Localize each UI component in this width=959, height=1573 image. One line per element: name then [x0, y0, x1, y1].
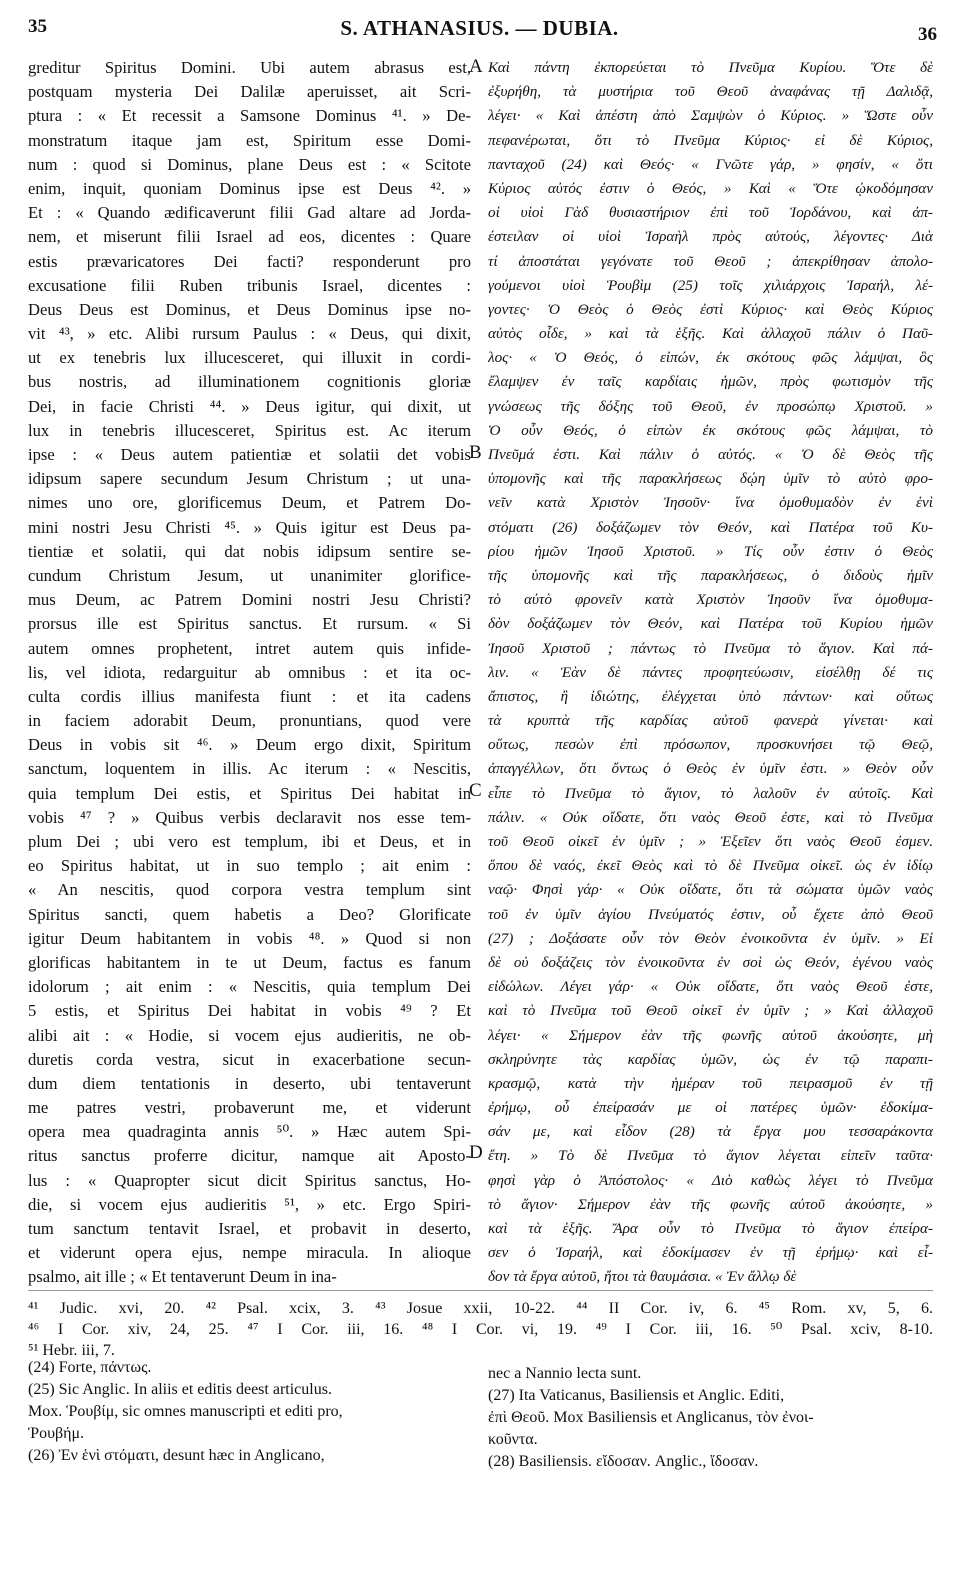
latin-line: dum diem tentationis in deserto, ubi tentaverunt: [28, 1073, 471, 1093]
latin-line: monstratum itaque jam est, Spiritum esse Domi-: [28, 130, 471, 150]
reference-line: ⁴⁶ I Cor. xiv, 24, 25. ⁴⁷ I Cor. iii, 16. ⁴⁸ I Cor. vi, 19. ⁴⁹ I Cor. iii, 16. ⁵⁰ Psal. xciv, 8-10.: [28, 1321, 933, 1338]
latin-line: quia templum Dei estis, et Spiritus Dei habitat in: [28, 783, 471, 803]
latin-line: sanctum, loquentem in illis. Ac iterum : « Nescitis,: [28, 759, 471, 779]
greek-line: έστειλαν οἱ υἱοὶ Ἰσραὴλ πρὸς αὐτούς, λέγοντες· Διὰ: [488, 228, 933, 246]
latin-line: postquam mysteria Dei Dalilæ aperuisset, ait Scri-: [28, 82, 471, 102]
latin-line: me patres vestri, probaverunt me, et viderunt: [28, 1098, 471, 1118]
greek-line: ἔτη. » Τὸ δὲ Πνεῦμα τὸ ἅγιον λέγεται εἰπεῖν ταῦτα·: [488, 1147, 933, 1165]
note-line: nec a Nannio lecta sunt.: [488, 1365, 642, 1382]
latin-line: ritus sanctus proferre dicitur, namque ait Aposto-: [28, 1146, 471, 1166]
note-line: (26) Ἐν ἑνὶ στόματι, desunt hæc in Anglicano,: [28, 1447, 325, 1464]
latin-line: enim, inquit, quoniam Dominus ipse est Deus ⁴². »: [28, 178, 471, 198]
greek-line: φησὶ γὰρ ὁ Ἀπόστολος· « Διὸ καθὼς λέγει τὸ Πνεῦμα: [488, 1171, 933, 1189]
greek-line: ναῷ· Φησὶ γάρ· « Οὐκ οἴδατε, ὅτι τὰ σώματα ὑμῶν ναὸς: [488, 881, 933, 899]
latin-line: excusatione filii Ruben tribunis Israel, dicentes :: [28, 275, 471, 295]
greek-line: ρίου ἡμῶν Ἰησοῦ Χριστοῦ. » Τίς οὖν ἐστιν ὁ Θεὸς: [488, 542, 933, 560]
greek-line: δὲ οὐ δοξάζεις τὸν ἐνοικοῦντα ἐν σοὶ ὡς Θεόν, ἐγένου ναὸς: [488, 953, 933, 971]
greek-line: πανταχοῦ (24) καὶ Θεός· « Γνῶτε γάρ, » φησίν, « ὅτι: [488, 155, 933, 173]
greek-line: ἐξυρήθη, τὰ μυστήρια τοῦ Θεοῦ ἀναφάνας τῇ Δαλιδᾷ,: [488, 83, 933, 101]
latin-line: vit ⁴³, » etc. Alibi rursum Paulus : « Deus, qui dixit,: [28, 324, 471, 344]
notes-left: [28, 1357, 468, 1467]
greek-line: ὑπομονῆς καὶ τῆς παρακλήσεως δῴη ὑμῖν τὸ αὐτὸ φρο-: [488, 470, 933, 488]
latin-line: estis prævaricatores Dei facti? responderunt pro: [28, 251, 471, 271]
scripture-references: [28, 1298, 933, 1361]
latin-line: tum sanctum tentavit Israel, et probavit in deserto,: [28, 1219, 471, 1238]
greek-line: οἱ υἱοὶ Γὰδ θυσιαστήριον ἐπὶ τοῦ Ἰορδάνου, καὶ ἀπ-: [488, 204, 933, 222]
latin-line: igitur Deum habitantem in vobis ⁴⁸. » Quod si non: [28, 928, 471, 948]
latin-line: ipse : « Deus autem patientiæ et solatii det vobis: [28, 445, 471, 464]
page-number-left: 35: [28, 16, 47, 37]
greek-line: τί ἀποστάται γεγόνατε τοῦ Θεοῦ ; ἀπεκρίθησαν ἀπολο-: [488, 252, 933, 270]
greek-line: δον τὰ ἔργα αὐτοῦ, ἤτοι τὰ θαυμάσια. « Ἐν ἄλλῳ δὲ: [488, 1268, 797, 1286]
greek-line: λος· « Ὁ Θεός, ὁ εἰπών, ἐκ σκότους φῶς λάμψαι, ὃς: [488, 349, 933, 367]
latin-line: lis, vel idiota, redarguitur ab omnibus : et ita oc-: [28, 662, 471, 682]
latin-line: Et : « Quando ædificaverunt filii Gad altare ad Jorda-: [28, 203, 471, 223]
notes-right: [488, 1363, 933, 1473]
latin-line: tientiæ et solatii, qui dat nobis idipsum sentire se-: [28, 541, 471, 561]
latin-line: Dei, in facie Christi ⁴⁴. » Deus igitur, qui dixit, ut: [28, 396, 471, 416]
latin-line: et viderunt opera ejus, nempe miracula. In alioque: [28, 1243, 471, 1263]
latin-line: ut ex tenebris lux illucesceret, qui illuxit in cordi-: [28, 348, 471, 368]
greek-line: κρασμῷ, κατὰ τὴν ἡμέραν τοῦ πειρασμοῦ ἐν τῇ: [488, 1074, 933, 1092]
latin-line: ptura : « Et recessit a Samsone Dominus ⁴¹. » De-: [28, 106, 471, 126]
reference-line: ⁵¹ Hebr. iii, 7.: [28, 1342, 115, 1359]
greek-line: ὅπου δὲ ναός, ἐκεῖ Θεὸς καὶ τὸ δὲ Πνεῦμα οἰκεῖ. ὡς ἐν ἰδίῳ: [488, 857, 933, 875]
greek-line: (27) ; Δοξάσατε οὖν τὸν Θεὸν ἐνοικοῦντα ἐν ὑμῖν. » Εἰ: [488, 929, 933, 947]
greek-line: δὸν δοξάζωμεν τὸν Θεόν, καὶ Πατέρα τοῦ Κυρίου ἡμῶν: [488, 615, 933, 633]
greek-line: ἄπιστος, ἢ ἰδιώτης, ἐλέγχεται ὑπὸ πάντων· καὶ οὕτως: [488, 687, 933, 705]
greek-line: τὸ ἅγιον· Σήμερον ἐὰν τῆς φωνῆς αὐτοῦ ἀκούσητε, »: [488, 1195, 933, 1213]
latin-line: Deus Deus est Dominus, et Deus Dominus ipse no-: [28, 299, 471, 319]
section-mark-d: D: [469, 1142, 483, 1163]
note-line: (28) Basiliensis. εἴδοσαν. Anglic., ἴδοσαν.: [488, 1453, 759, 1470]
greek-line: γούμενοι υἱοὶ Ῥουβὶμ (25) τοῖς χιλιάρχοις Ἰσραήλ, λέ-: [488, 276, 933, 294]
greek-line: εἰδώλων. Λέγει γάρ· « Οὐκ οἴδατε, ὅτι ναὸς Θεοῦ ἐστε,: [488, 978, 933, 996]
greek-line: ἀπαγγέλλων, ὅτι ὄντως ὁ Θεὸς ἐν ὑμῖν ἐστι. » Θεὸν οὖν: [488, 760, 933, 778]
latin-line: cundum Christum Jesum, ut unanimiter glorifice-: [28, 565, 471, 585]
greek-line: τῆς ὑπομονῆς καὶ τῆς παρακλήσεως, ὁ διδοὺς ἡμῖν: [488, 566, 933, 584]
greek-line: ἔλαμψεν ἐν ταῖς καρδίαις ἡμῶν, πρὸς φωτισμὸν τῆς: [488, 373, 933, 391]
greek-line: οὕτως, πεσὼν ἐπὶ πρόσωπον, προσκυνήσει τῷ Θεῷ,: [488, 736, 933, 754]
latin-line: autem omnes prophetent, intret autem quis infide-: [28, 638, 471, 658]
latin-line: bus nostris, ad illuminationem cognitionis gloriæ: [28, 372, 471, 392]
latin-line: Spiritus sancti, quem habetis a Deo? Glorificate: [28, 904, 471, 924]
greek-line: πάλιν. « Οὐκ οἴδατε, ὅτι ναὸς Θεοῦ ἐστε, καὶ τὸ Πνεῦμα: [488, 808, 933, 826]
greek-line: Καὶ πάντη ἐκπορεύεται τὸ Πνεῦμα Κυρίου. Ὅτε δὲ: [488, 59, 933, 76]
reference-line: ⁴¹ Judic. xvi, 20. ⁴² Psal. xcix, 3. ⁴³ Josue xxii, 10-22. ⁴⁴ II Cor. iv, 6. ⁴⁵ Rom. xv, 5, 6.: [28, 1300, 933, 1317]
greek-line: Ὁ οὖν Θεός, ὁ εἰπὼν ἐκ σκότους φῶς λάμψαι, τὸ: [488, 421, 933, 439]
page-number-right: 36: [918, 24, 937, 45]
greek-line: σκληρύνητε τὰς καρδίας ὑμῶν, ὡς ἐν τῷ παραπι-: [488, 1050, 933, 1068]
footnote-rule: [28, 1290, 933, 1291]
section-mark-b: B: [469, 442, 482, 463]
section-mark-a: A: [469, 56, 483, 77]
greek-line: σεν ὁ Ἰσραήλ, καὶ ἐδοκίμασεν ἐν τῇ ἐρήμῳ· καὶ εἶ-: [488, 1244, 933, 1262]
greek-line: λιν. « Ἐὰν δὲ πάντες προφητεύωσιν, εἰσέλθῃ δέ τις: [488, 663, 933, 681]
greek-line: γοντες· Ὁ Θεὸς ὁ Θεὸς ἐστὶ Κύριος· καὶ Θεὸς Κύριος: [488, 300, 933, 318]
greek-line: τὰ κρυπτὰ τῆς καρδίας αὐτοῦ φανερὰ γίνεται· καὶ: [488, 712, 933, 730]
greek-line: σάν με, καὶ εἶδον (28) τὰ ἔργα μου τεσσαράκοντα: [488, 1123, 933, 1141]
greek-line: τὸ αὐτὸ φρονεῖν κατὰ Χριστὸν Ἰησοῦν ἵνα ὁμοθυμα-: [488, 591, 933, 609]
latin-line: eo Spiritus habitat, ut in suo templo ; ait enim :: [28, 856, 471, 876]
latin-line: idolorum ; ait enim : « Nescitis, quia templum Dei: [28, 977, 471, 997]
greek-line: Κύριος αὐτός ἐστιν ὁ Θεός, » Καὶ « Ὅτε ᾠκοδόμησαν: [488, 179, 933, 197]
latin-line: plum Dei ; ubi vero est templum, ibi et Deus, et in: [28, 832, 471, 851]
latin-line: lus : « Quapropter sicut dicit Spiritus sanctus, Ho-: [28, 1170, 471, 1190]
latin-line: nem, et miserunt filii Israel ad eos, dicentes : Quare: [28, 227, 471, 247]
note-line: κοῦντα.: [488, 1431, 538, 1448]
greek-line: λέγει· « Σήμερον ἐὰν τῆς φωνῆς αὐτοῦ ἀκούσητε, μὴ: [488, 1026, 933, 1044]
note-line: (25) Sic Anglic. In aliis et editis deest articulus.: [28, 1381, 332, 1398]
note-line: (24) Forte, πάντως.: [28, 1359, 152, 1376]
latin-line: « An nescitis, quod corpora vestra templum sint: [28, 880, 471, 900]
latin-line: culta cordis illius manifesta fiunt : et ita cadens: [28, 686, 471, 706]
greek-line: Πνεῦμά ἐστι. Καὶ πάλιν ὁ αὐτός. « Ὁ δὲ Θεὸς τῆς: [488, 446, 933, 463]
greek-line: νεῖν κατὰ Χριστὸν Ἰησοῦν· ἵνα ὁμοθυμαδὸν ἐν ἑνὶ: [488, 494, 933, 512]
note-line: Ῥουβήμ.: [28, 1425, 85, 1442]
greek-line: αὐτὸς οἶδε, » καὶ τὰ ἑξῆς. Καὶ ἀλλαχοῦ πάλιν ὁ Παῦ-: [488, 325, 933, 343]
greek-line: γνώσεως τῆς δόξης τοῦ Θεοῦ, ἐν προσώπῳ Χριστοῦ. »: [488, 397, 933, 415]
latin-line: in faciem adorabit Deum, pronuntians, quod vere: [28, 711, 471, 731]
note-line: (27) Ita Vaticanus, Basiliensis et Anglic. Editi,: [488, 1387, 785, 1404]
latin-line: greditur Spiritus Domini. Ubi autem abrasus est,: [28, 58, 471, 77]
greek-line: καὶ τὰ ἑξῆς. Ἄρα οὖν τὸ Πνεῦμα τὸ ἅγιον ἐπείρα-: [488, 1220, 933, 1237]
note-line: ἐπὶ Θεοῦ. Mox Basiliensis et Anglicanus, τὸν ἐνοι-: [488, 1409, 814, 1426]
latin-line: num : quod si Dominus, plane Deus est : « Scitote: [28, 154, 471, 174]
latin-line: alibi ait : « Hodie, si vocem ejus audieritis, ne ob-: [28, 1025, 471, 1045]
greek-line: τοῦ ἐν ὑμῖν ἁγίου Πνεύματός ἐστιν, οὗ ἔχετε ἀπὸ Θεοῦ: [488, 905, 933, 923]
latin-line: Deus in vobis sit ⁴⁶. » Deum ergo dixit, Spiritum: [28, 735, 471, 755]
greek-line: εἶπε τὸ Πνεῦμα τὸ ἅγιον, τὸ λαλοῦν ἐν αὐτοῖς. Καὶ: [488, 784, 933, 802]
note-line: Mox. Ῥουβίμ, sic omnes manuscripti et editi pro,: [28, 1403, 343, 1420]
latin-line: mus Deum, ac Patrem Domini nostri Jesu Christi?: [28, 590, 471, 610]
latin-line: die, si vocem ejus audieritis ⁵¹, » etc. Ergo Spiri-: [28, 1194, 471, 1214]
latin-line: vobis ⁴⁷ ? » Quibus verbis declaravit nos esse tem-: [28, 807, 471, 827]
latin-line: psalmo, ait ille ; « Et tentaverunt Deum in ina-: [28, 1267, 337, 1287]
greek-line: Ἰησοῦ Χριστοῦ ; πάντως τὸ Πνεῦμα τὸ ἅγιον. Καὶ πά-: [488, 639, 933, 657]
latin-line: opera mea quadraginta annis ⁵⁰. » Hæc autem Spi-: [28, 1122, 471, 1142]
greek-line: καὶ τὸ Πνεῦμα τοῦ Θεοῦ οἰκεῖ ἐν ὑμῖν ; » Καὶ ἀλλαχοῦ: [488, 1002, 933, 1020]
section-mark-c: C: [469, 780, 482, 801]
greek-column: [488, 56, 933, 1290]
greek-line: ἐρήμῳ, οὗ ἐπείρασάν με οἱ πατέρες ὑμῶν· ἐδοκίμα-: [488, 1099, 933, 1117]
latin-line: 5 estis, et Spiritus Dei habitat in vobis ⁴⁹ ? Et: [28, 1001, 471, 1021]
latin-line: duretis corda vestra, sicut in exacerbatione secun-: [28, 1049, 471, 1069]
running-title: S. ATHANASIUS. — DUBIA.: [340, 16, 619, 40]
greek-line: πεφανέρωται, ὅτι τὸ Πνεῦμα Κύριος· εἰ δὲ Κύριος,: [488, 131, 933, 149]
latin-line: glorificas habitantem in te ut Deum, factus es fanum: [28, 952, 471, 972]
latin-line: nimes uno ore, glorificemus Deum, et Patrem Do-: [28, 493, 471, 513]
latin-line: prorsus ille est Spiritus sanctus. Et rursum. « Si: [28, 614, 471, 634]
latin-column: [28, 56, 471, 1290]
greek-line: στόματι (26) δοξάζωμεν τὸν Θεόν, καὶ Πατέρα τοῦ Κυ-: [488, 518, 933, 536]
greek-line: λέγει· « Καὶ ἀπέστη ἀπὸ Σαμψὼν ὁ Κύριος. » Ὥστε οὖν: [488, 107, 933, 125]
latin-line: idipsum sapere secundum Jesum Christum ; ut una-: [28, 469, 471, 489]
greek-line: τοῦ Θεοῦ οἰκεῖ ἐν ὑμῖν ; » Ἐξεῖεν ὅτι ναὸς Θεοῦ ἐσμεν.: [488, 833, 933, 850]
latin-line: mini nostri Jesu Christi ⁴⁵. » Quis igitur est Deus pa-: [28, 517, 471, 537]
latin-line: lux in tenebris illucesceret, Spiritus est. Ac iterum: [28, 420, 471, 440]
